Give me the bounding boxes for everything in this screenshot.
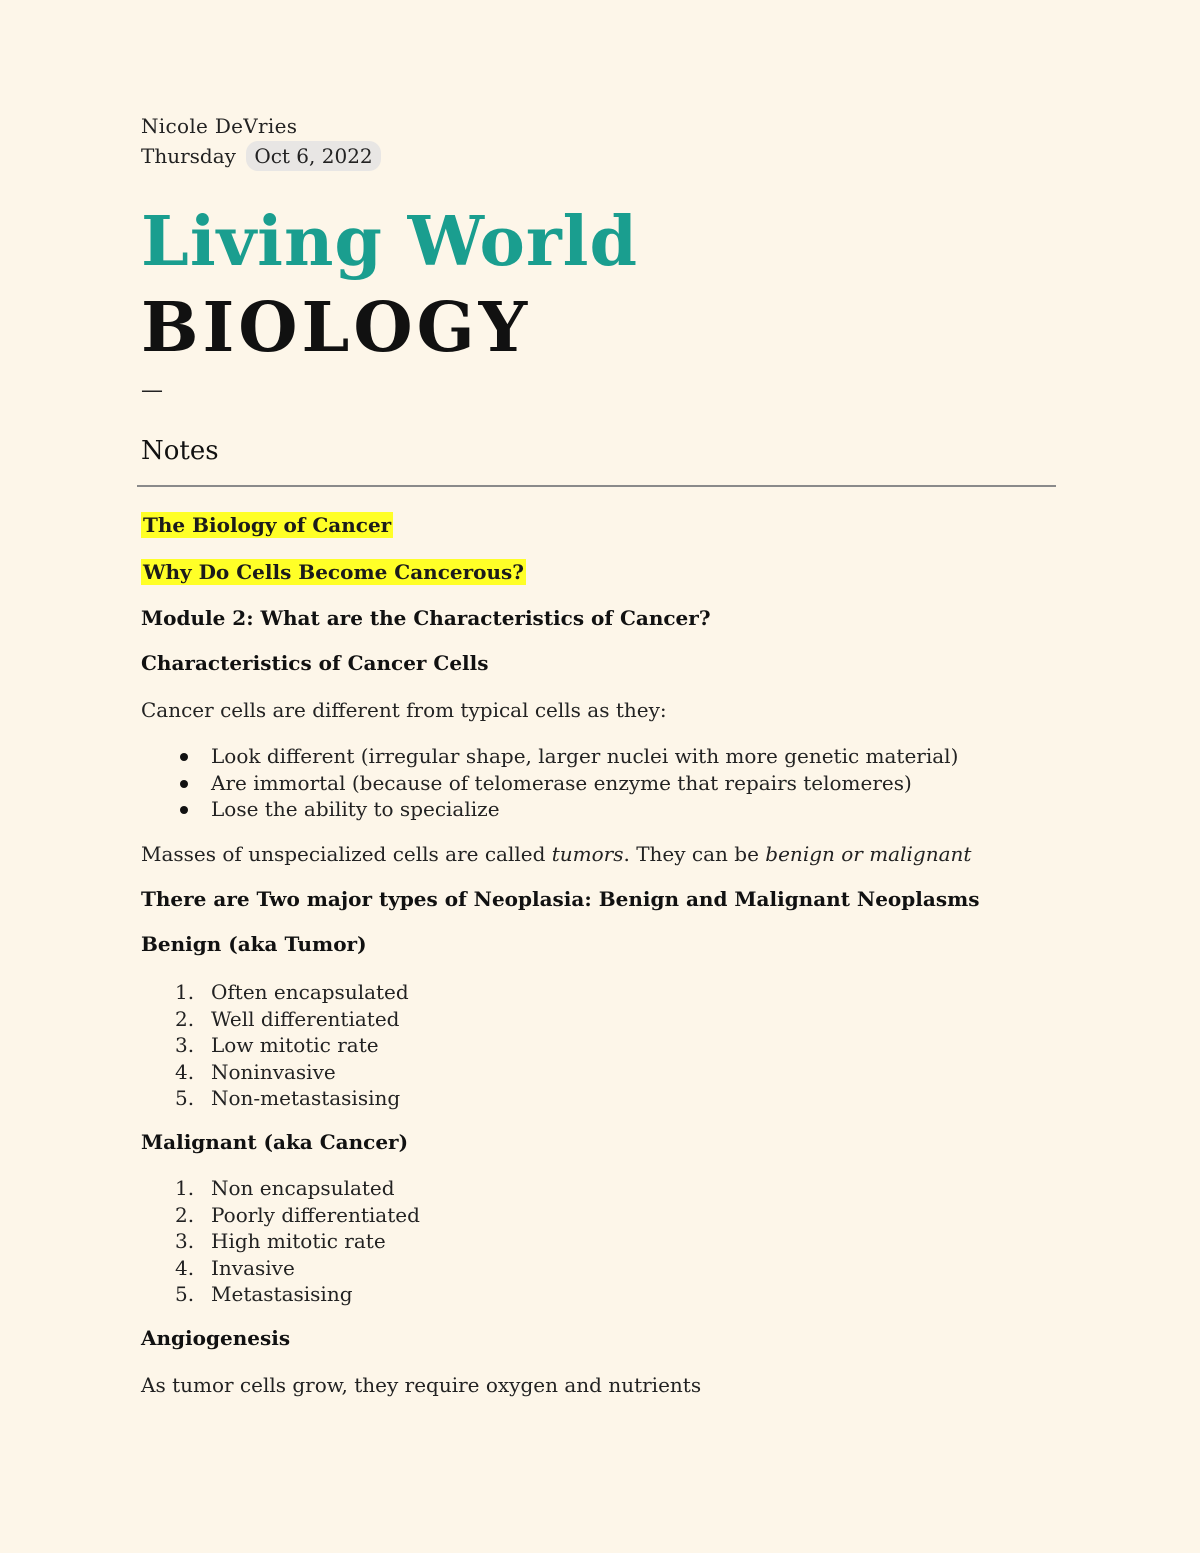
bullet-icon (180, 806, 188, 814)
list-item: 4. Noninvasive (175, 1059, 336, 1084)
list-item: 2. Well differentiated (175, 1006, 400, 1031)
title-divider: — (141, 378, 163, 403)
list-item: 5. Non-metastasising (175, 1086, 401, 1110)
list-item: 3. Low mitotic rate (175, 1033, 379, 1057)
characteristics-bullet-list (141, 743, 958, 823)
benign-heading: Benign (aka Tumor) (141, 932, 367, 956)
list-item: 4. Invasive (175, 1255, 295, 1280)
angiogenesis-heading: Angiogenesis (141, 1326, 291, 1350)
list-item: Look different (irregular shape, larger nuclei with more genetic material) (141, 743, 958, 770)
bullet-icon (180, 753, 188, 761)
benign-numbered-list (141, 979, 409, 1112)
neoplasia-types-heading: There are Two major types of Neoplasia: Benign and Malignant Neoplasms (141, 887, 980, 911)
malignant-heading: Malignant (aka Cancer) (141, 1130, 409, 1154)
list-item: Are immortal (because of telomerase enzyme that repairs telomeres) (141, 770, 958, 797)
list-item: Lose the ability to specialize (141, 796, 958, 823)
date-chip[interactable]: Oct 6, 2022 (246, 141, 380, 171)
title-living-world: Living World (141, 202, 639, 282)
notes-heading: Notes (141, 436, 219, 466)
list-item: 2. Poorly differentiated (175, 1202, 420, 1227)
list-item: 1. Non encapsulated (175, 1176, 395, 1200)
module-heading: Module 2: What are the Characteristics of Cancer? (141, 606, 711, 630)
characteristics-heading: Characteristics of Cancer Cells (141, 651, 489, 675)
list-item: 3. High mitotic rate (175, 1229, 386, 1253)
horizontal-rule (137, 485, 1056, 487)
intro-paragraph: Cancer cells are different from typical cells as they: (141, 698, 667, 722)
weekday: Thursday (141, 144, 236, 168)
dateline (141, 141, 381, 171)
list-item: 5. Metastasising (175, 1282, 353, 1306)
malignant-numbered-list (141, 1175, 420, 1308)
author-name: Nicole DeVries (141, 114, 298, 138)
highlight-heading-biology-of-cancer: The Biology of Cancer (143, 513, 392, 537)
highlight-heading-why-cancerous: Why Do Cells Become Cancerous? (143, 560, 525, 584)
list-item: 1. Often encapsulated (175, 980, 409, 1004)
angiogenesis-paragraph: As tumor cells grow, they require oxygen and nutrients (141, 1373, 702, 1397)
bullet-icon (180, 780, 188, 788)
title-biology: BIOLOGY (141, 288, 532, 368)
masses-paragraph: Masses of unspecialized cells are called tumors. They can be benign or malignant (141, 842, 972, 866)
